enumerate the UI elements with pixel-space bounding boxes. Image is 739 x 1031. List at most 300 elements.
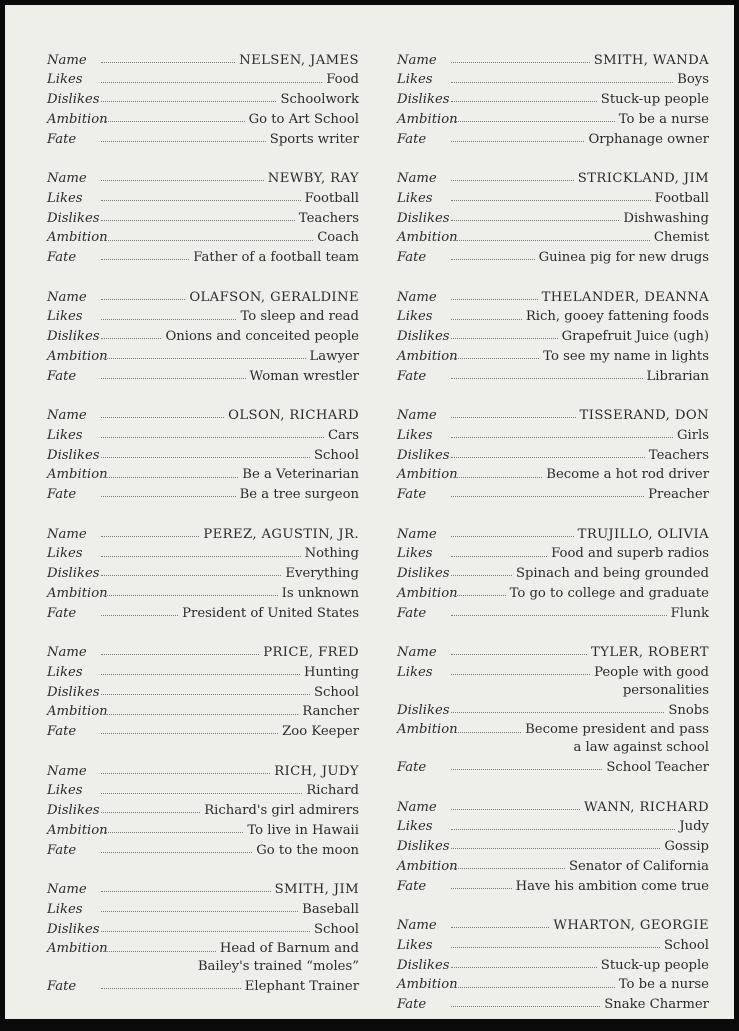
ambition-row	[47, 343, 359, 363]
name-value: STRICKLAND, JIM	[577, 171, 709, 187]
ambition-row	[47, 106, 359, 126]
likes-value: Football	[304, 190, 359, 206]
dislikes-value: Spinach and being grounded	[515, 566, 709, 582]
dislikes-label: Dislikes	[47, 684, 100, 700]
name-label: Name	[397, 52, 437, 68]
fate-value: Woman wrestler	[249, 368, 359, 384]
dot-leader	[101, 988, 241, 989]
dislikes-value: School	[313, 684, 359, 700]
name-row	[47, 521, 359, 541]
ambition-label: Ambition	[47, 704, 108, 720]
fate-label: Fate	[47, 979, 77, 995]
ambition-value: To see my name in lights	[543, 348, 709, 364]
fate-value: Have his ambition come true	[515, 878, 709, 894]
ambition-row	[397, 462, 709, 482]
dislikes-row	[397, 697, 709, 717]
dot-leader	[101, 773, 270, 774]
fate-label: Fate	[397, 250, 427, 266]
dot-leader	[451, 536, 574, 537]
dot-leader	[101, 556, 301, 557]
ambition-row	[397, 972, 709, 992]
likes-value: Boys	[677, 72, 709, 88]
dislikes-row	[47, 87, 359, 107]
name-row	[397, 284, 709, 304]
ambition-row	[397, 580, 709, 600]
dot-leader	[451, 712, 664, 713]
dot-leader	[451, 101, 597, 102]
student-entry	[47, 876, 359, 993]
ambition-label: Ambition	[397, 858, 458, 874]
ambition-label: Ambition	[47, 348, 108, 364]
dot-leader	[101, 496, 236, 497]
student-entry	[47, 284, 359, 383]
name-label: Name	[397, 408, 437, 424]
ambition-value: Coach	[317, 230, 359, 246]
name-row	[47, 165, 359, 185]
likes-row	[47, 185, 359, 205]
dot-leader	[451, 809, 580, 810]
dot-leader	[451, 732, 521, 733]
likes-row	[397, 422, 709, 442]
dislikes-value: Everything	[285, 566, 359, 582]
name-row	[397, 912, 709, 932]
name-value: PRICE, FRED	[263, 645, 359, 661]
dot-leader	[451, 556, 547, 557]
ambition-row	[47, 699, 359, 719]
student-entry	[47, 47, 359, 146]
fate-value: Snake Charmer	[604, 997, 709, 1013]
likes-row	[397, 185, 709, 205]
dot-leader	[101, 200, 301, 201]
likes-label: Likes	[397, 309, 433, 325]
likes-label: Likes	[47, 190, 83, 206]
dot-leader	[451, 180, 574, 181]
fate-value: Guinea pig for new drugs	[538, 250, 709, 266]
likes-row	[47, 541, 359, 561]
likes-value: Food	[326, 72, 359, 88]
dislikes-value: Stuck-up people	[600, 92, 709, 108]
dislikes-row	[397, 87, 709, 107]
dot-leader	[101, 259, 189, 260]
dislikes-label: Dislikes	[47, 329, 100, 345]
dot-leader	[451, 674, 590, 675]
fate-row	[47, 126, 359, 146]
fate-row	[47, 600, 359, 620]
likes-value: Cars	[327, 427, 359, 443]
name-value: NELSEN, JAMES	[239, 52, 359, 68]
name-value: TRUJILLO, OLIVIA	[577, 526, 709, 542]
name-value: SMITH, JIM	[274, 881, 359, 897]
dislikes-label: Dislikes	[397, 92, 450, 108]
student-entry	[47, 402, 359, 501]
name-value: TISSERAND, DON	[579, 408, 709, 424]
likes-row	[47, 304, 359, 324]
dislikes-row	[397, 442, 709, 462]
ambition-row	[47, 462, 359, 482]
dot-leader	[101, 852, 252, 853]
dot-leader	[451, 319, 522, 320]
ambition-label: Ambition	[397, 977, 458, 993]
likes-label: Likes	[397, 664, 433, 680]
dot-leader	[101, 595, 278, 596]
fate-value: School Teacher	[606, 760, 709, 776]
fate-label: Fate	[397, 605, 427, 621]
fate-label: Fate	[47, 250, 77, 266]
likes-value: Baseball	[302, 901, 359, 917]
dot-leader	[101, 417, 224, 418]
name-row	[47, 876, 359, 896]
fate-value: Librarian	[646, 368, 709, 384]
dot-leader	[451, 457, 645, 458]
student-entry	[397, 47, 709, 146]
likes-value: Girls	[676, 427, 709, 443]
likes-value: School	[663, 937, 709, 953]
dot-leader	[451, 417, 576, 418]
likes-row	[397, 304, 709, 324]
name-row	[47, 284, 359, 304]
dot-leader	[101, 141, 266, 142]
dot-leader	[101, 180, 264, 181]
name-label: Name	[397, 526, 437, 542]
dot-leader	[101, 733, 278, 734]
dot-leader	[451, 496, 644, 497]
ambition-row	[47, 580, 359, 600]
fate-label: Fate	[47, 487, 77, 503]
likes-row	[47, 67, 359, 87]
student-entry	[47, 165, 359, 264]
dislikes-row	[397, 834, 709, 854]
name-value: WANN, RICHARD	[584, 799, 709, 815]
dislikes-label: Dislikes	[397, 210, 450, 226]
dislikes-label: Dislikes	[47, 210, 100, 226]
dot-leader	[451, 378, 643, 379]
dot-leader	[451, 615, 667, 616]
likes-label: Likes	[47, 901, 83, 917]
likes-value: Richard	[306, 783, 359, 799]
fate-value: Go to the moon	[256, 842, 359, 858]
name-label: Name	[47, 881, 87, 897]
student-entry	[397, 521, 709, 620]
likes-label: Likes	[397, 937, 433, 953]
ambition-label: Ambition	[397, 722, 458, 738]
likes-label: Likes	[47, 783, 83, 799]
dislikes-value: Teachers	[298, 210, 359, 226]
ambition-value: Become president and pass	[525, 722, 709, 738]
dot-leader	[101, 62, 235, 63]
likes-row	[47, 659, 359, 679]
ambition-label: Ambition	[397, 111, 458, 127]
dot-leader	[451, 437, 673, 438]
dislikes-row	[47, 561, 359, 581]
likes-label: Likes	[47, 664, 83, 680]
dot-leader	[101, 457, 310, 458]
dot-leader	[451, 358, 539, 359]
fate-row	[397, 363, 709, 383]
student-entry	[397, 912, 709, 1011]
dislikes-value: Snobs	[668, 702, 709, 718]
fate-value: Zoo Keeper	[282, 724, 359, 740]
likes-value: Football	[654, 190, 709, 206]
yearbook-page	[5, 5, 734, 1019]
fate-value: Orphanage owner	[588, 131, 709, 147]
dot-leader	[101, 358, 306, 359]
fate-value: Sports writer	[269, 131, 359, 147]
dot-leader	[451, 82, 673, 83]
dot-leader	[101, 694, 310, 695]
likes-value: Nothing	[304, 546, 359, 562]
dot-leader	[101, 378, 246, 379]
fate-label: Fate	[47, 368, 77, 384]
ambition-continuation: a law against school	[573, 740, 709, 756]
dot-leader	[451, 62, 590, 63]
ambition-value: To be a nurse	[618, 977, 709, 993]
ambition-label: Ambition	[47, 111, 108, 127]
student-entry	[47, 639, 359, 738]
dot-leader	[451, 829, 675, 830]
dislikes-label: Dislikes	[47, 803, 100, 819]
name-value: TYLER, ROBERT	[591, 645, 709, 661]
dislikes-label: Dislikes	[397, 702, 450, 718]
name-row	[47, 47, 359, 67]
dislikes-row	[397, 952, 709, 972]
name-label: Name	[47, 289, 87, 305]
dislikes-label: Dislikes	[397, 957, 450, 973]
name-row	[397, 639, 709, 659]
name-value: NEWBY, RAY	[267, 171, 359, 187]
likes-row	[397, 932, 709, 952]
dot-leader	[101, 891, 271, 892]
dot-leader	[101, 82, 322, 83]
dislikes-row	[47, 205, 359, 225]
dot-leader	[451, 1006, 600, 1007]
fate-value: Preacher	[648, 487, 709, 503]
dislikes-label: Dislikes	[47, 921, 100, 937]
dot-leader	[451, 848, 660, 849]
ambition-value: Rancher	[302, 704, 359, 720]
ambition-value: Become a hot rod driver	[546, 467, 709, 483]
right-column	[397, 47, 709, 1031]
dot-leader	[101, 121, 245, 122]
dot-leader	[101, 812, 200, 813]
dot-leader	[101, 951, 216, 952]
name-value: RICH, JUDY	[274, 763, 359, 779]
dislikes-value: Teachers	[648, 447, 709, 463]
likes-row	[397, 541, 709, 561]
likes-row	[397, 67, 709, 87]
student-entry	[397, 639, 709, 774]
fate-row	[397, 755, 709, 775]
name-row	[397, 47, 709, 67]
dislikes-label: Dislikes	[397, 566, 450, 582]
ambition-row	[397, 225, 709, 245]
name-label: Name	[397, 645, 437, 661]
ambition-row	[397, 853, 709, 873]
ambition-label: Ambition	[397, 585, 458, 601]
dot-leader	[101, 714, 298, 715]
dislikes-value: Schoolwork	[280, 92, 359, 108]
ambition-label: Ambition	[47, 230, 108, 246]
name-label: Name	[47, 52, 87, 68]
dot-leader	[101, 575, 281, 576]
likes-label: Likes	[397, 72, 433, 88]
ambition-value: Chemist	[653, 230, 709, 246]
name-row	[47, 758, 359, 778]
fate-label: Fate	[397, 878, 427, 894]
student-entry	[397, 284, 709, 383]
dot-leader	[451, 338, 558, 339]
dot-leader	[451, 987, 615, 988]
dislikes-value: Richard's girl admirers	[204, 803, 359, 819]
dot-leader	[101, 793, 302, 794]
name-row	[47, 402, 359, 422]
fate-row	[397, 873, 709, 893]
dot-leader	[101, 832, 243, 833]
dot-leader	[451, 769, 602, 770]
fate-row	[397, 126, 709, 146]
dislikes-row	[397, 561, 709, 581]
name-label: Name	[397, 289, 437, 305]
likes-label: Likes	[47, 427, 83, 443]
dislikes-row	[47, 679, 359, 699]
likes-value: Food and superb radios	[551, 546, 709, 562]
name-label: Name	[47, 526, 87, 542]
dot-leader	[451, 259, 535, 260]
fate-value: Father of a football team	[193, 250, 359, 266]
dislikes-label: Dislikes	[47, 447, 100, 463]
dot-leader	[101, 536, 199, 537]
name-label: Name	[47, 171, 87, 187]
dislikes-value: School	[313, 921, 359, 937]
dislikes-row	[47, 442, 359, 462]
ambition-value: Lawyer	[309, 348, 359, 364]
fate-label: Fate	[47, 842, 77, 858]
student-entry	[47, 521, 359, 620]
likes-row	[397, 659, 709, 679]
fate-row	[47, 482, 359, 502]
name-row	[397, 521, 709, 541]
ambition-row	[397, 717, 709, 737]
name-label: Name	[397, 917, 437, 933]
name-row	[397, 794, 709, 814]
dot-leader	[101, 615, 178, 616]
dot-leader	[101, 299, 185, 300]
likes-value: Rich, gooey fattening foods	[525, 309, 709, 325]
fate-label: Fate	[397, 487, 427, 503]
dislikes-value: Dishwashing	[623, 210, 709, 226]
likes-value: Judy	[679, 819, 709, 835]
dislikes-label: Dislikes	[47, 566, 100, 582]
ambition-label: Ambition	[47, 941, 108, 957]
dislikes-value: School	[313, 447, 359, 463]
likes-row	[397, 814, 709, 834]
dot-leader	[451, 868, 565, 869]
dot-leader	[451, 220, 619, 221]
student-entry	[397, 794, 709, 893]
dislikes-row	[397, 324, 709, 344]
fate-row	[397, 245, 709, 265]
ambition-row	[397, 343, 709, 363]
dot-leader	[101, 654, 259, 655]
likes-value: People with good	[594, 664, 709, 680]
ambition-label: Ambition	[47, 822, 108, 838]
ambition-label: Ambition	[397, 348, 458, 364]
likes-row	[47, 896, 359, 916]
fate-label: Fate	[47, 605, 77, 621]
dot-leader	[451, 575, 512, 576]
name-label: Name	[47, 763, 87, 779]
fate-value: President of United States	[182, 605, 359, 621]
ambition-row	[397, 106, 709, 126]
ambition-label: Ambition	[397, 467, 458, 483]
dot-leader	[451, 888, 512, 889]
ambition-label: Ambition	[397, 230, 458, 246]
ambition-value: Head of Barnum and	[219, 941, 359, 957]
likes-row	[47, 778, 359, 798]
fate-label: Fate	[47, 131, 77, 147]
dot-leader	[101, 101, 276, 102]
dislikes-value: Onions and conceited people	[165, 329, 359, 345]
ambition-value: To be a nurse	[618, 111, 709, 127]
dot-leader	[101, 437, 324, 438]
dot-leader	[101, 477, 238, 478]
fate-row	[397, 482, 709, 502]
likes-label: Likes	[47, 309, 83, 325]
dot-leader	[451, 200, 651, 201]
dislikes-label: Dislikes	[397, 839, 450, 855]
dot-leader	[451, 141, 584, 142]
likes-label: Likes	[397, 190, 433, 206]
dislikes-row	[47, 798, 359, 818]
ambition-row	[47, 936, 359, 956]
dislikes-row	[47, 324, 359, 344]
name-value: THELANDER, DEANNA	[541, 289, 709, 305]
name-label: Name	[397, 799, 437, 815]
name-row	[397, 165, 709, 185]
ambition-value: Be a Veterinarian	[242, 467, 359, 483]
ambition-label: Ambition	[47, 467, 108, 483]
fate-label: Fate	[47, 724, 77, 740]
likes-label: Likes	[397, 819, 433, 835]
name-label: Name	[47, 408, 87, 424]
dot-leader	[451, 654, 587, 655]
fate-row	[47, 719, 359, 739]
dot-leader	[451, 121, 615, 122]
ambition-value: Senator of California	[568, 858, 709, 874]
name-label: Name	[47, 645, 87, 661]
dot-leader	[101, 911, 298, 912]
dislikes-value: Stuck-up people	[600, 957, 709, 973]
dot-leader	[101, 338, 161, 339]
dislikes-value: Grapefruit Juice (ugh)	[561, 329, 709, 345]
ambition-value: To go to college and graduate	[509, 585, 709, 601]
fate-value: Flunk	[670, 605, 709, 621]
dot-leader	[101, 220, 295, 221]
dislikes-row	[397, 205, 709, 225]
fate-row	[397, 992, 709, 1012]
dislikes-value: Gossip	[664, 839, 709, 855]
name-row	[397, 402, 709, 422]
dot-leader	[101, 240, 313, 241]
left-column	[47, 47, 359, 1013]
likes-label: Likes	[397, 427, 433, 443]
name-label: Name	[397, 171, 437, 187]
likes-label: Likes	[47, 546, 83, 562]
fate-label: Fate	[397, 760, 427, 776]
dot-leader	[101, 319, 236, 320]
name-value: PEREZ, AGUSTIN, JR.	[203, 526, 359, 542]
dot-leader	[451, 967, 597, 968]
fate-row	[47, 363, 359, 383]
